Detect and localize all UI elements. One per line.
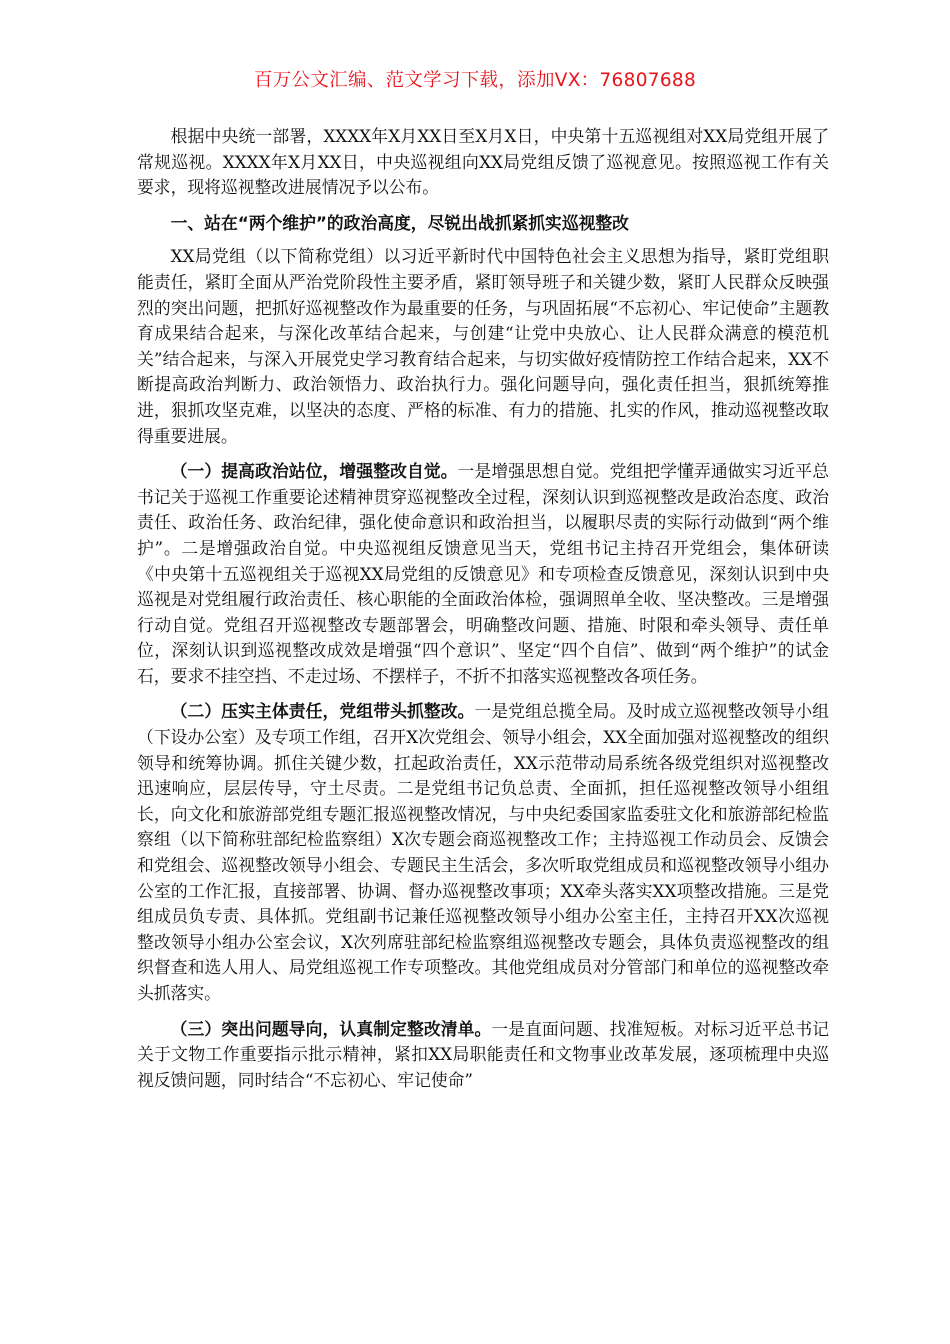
item-text-1: 一是增强思想自觉。党组把学懂弄通做实习近平总书记关于巡视工作重要论述精神贯穿巡视整改全过程，深刻认识到巡视整改是政治态度、政治责任、政治任务、政治纪律，强化使命意识和政治担当，以履职尽责的实际行动做到“两个维护”。二是增强政治自觉。中央巡视组反馈意见当天，党组书记主持召开党组会，集体研读《中央第十五巡视组关于巡视XX局党组的反馈意见》和专项检查反馈意见，深刻认识到中央巡视是对党组履行政治责任、核心职能的全面政治体检，强调照单全收、坚决整改。三是增强行动自觉。党组召开巡视整改专题部署会，明确整改问题、措施、时限和牵头领导、责任单位，深刻认识到巡视整改成效是增强“四个意识”、坚定“四个自信”、做到“两个维护”的试金石，要求不挂空挡、不走过场、不摆样子，不折不扣落实巡视整改各项任务。 [137, 461, 829, 686]
item-paragraph-3 [137, 1017, 829, 1094]
item-title-1: （一）提高政治站位，增强整改自觉。 [170, 461, 458, 482]
section-heading: 一、站在“两个维护”的政治高度，尽锐出战抓紧抓实巡视整改 [170, 212, 629, 233]
section-paragraph: XX局党组（以下简称党组）以习近平新时代中国特色社会主义思想为指导，紧盯党组职能责任，紧盯全面从严治党阶段性主要矛盾，紧盯领导班子和关键少数，紧盯人民群众反映强烈的突出问题，把抓好巡视整改作为最重要的任务，与巩固拓展“不忘初心、牢记使命”主题教育成果结合起来，与深化改革结合起来，与创建“让党中央放心、让人民群众满意的模范机关”结合起来，与深入开展党史学习教育结合起来，与切实做好疫情防控工作结合起来，XX不断提高政治判断力、政治领悟力、政治执行力。强化问题导向，强化责任担当，狠抓统筹推进，狠抓攻坚克难，以坚决的态度、严格的标准、有力的措施、扎实的作风，推动巡视整改取得重要进展。 [137, 246, 829, 446]
item-title-2: （二）压实主体责任，党组带头抓整改。 [170, 701, 475, 722]
item-text-2: 一是党组总揽全局。及时成立巡视整改领导小组（下设办公室）及专项工作组，召开X次党组会、领导小组会，XX全面加强对巡视整改的组织领导和统筹协调。抓住关键少数，扛起政治责任，XX示范带动局系统各级党组织对巡视整改迅速响应，层层传导，守土尽责。二是党组书记负总责、全面抓，担任巡视整改领导小组组长，向文化和旅游部党组专题汇报巡视整改情况，与中央纪委国家监委驻文化和旅游部纪检监察组（以下简称驻部纪检监察组）X次专题会商巡视整改工作；主持巡视工作动员会、反馈会和党组会、巡视整改领导小组会、专题民主生活会，多次听取党组成员和巡视整改领导小组办公室的工作汇报，直接部署、协调、督办巡视整改事项；XX牵头落实XX项整改措施。三是党组成员负专责、具体抓。党组副书记兼任巡视整改领导小组办公室主任，主持召开XX次巡视整改领导小组办公室会议，X次列席驻部纪检监察组巡视整改专题会，具体负责巡视整改的组织督查和选人用人、局党组巡视工作专项整改。其他党组成员对分管部门和单位的巡视整改牵头抓落实。 [137, 701, 829, 1003]
item-paragraph-2 [137, 699, 829, 1006]
intro-paragraph: 根据中央统一部署，XXXX年X月XX日至X月X日，中央第十五巡视组对XX局党组开展了常规巡视。XXXX年X月XX日，中央巡视组向XX局党组反馈了巡视意见。按照巡视工作有关要求，现将巡视整改进展情况予以公布。 [137, 126, 829, 198]
item-paragraph-1 [137, 459, 829, 689]
header-banner: 百万公文汇编、范文学习下载，添加VX：76807688 [253, 70, 697, 91]
item-title-3: （三）突出问题导向，认真制定整改清单。 [170, 1018, 492, 1039]
document-body [137, 124, 829, 1093]
item-text-3: 一是直面问题、找准短板。对标习近平总书记关于文物工作重要指示批示精神，紧扣XX局职能责任和文物事业改革发展，逐项梳理中央巡视反馈问题，同时结合“不忘初心、牢记使命” [137, 1018, 829, 1090]
